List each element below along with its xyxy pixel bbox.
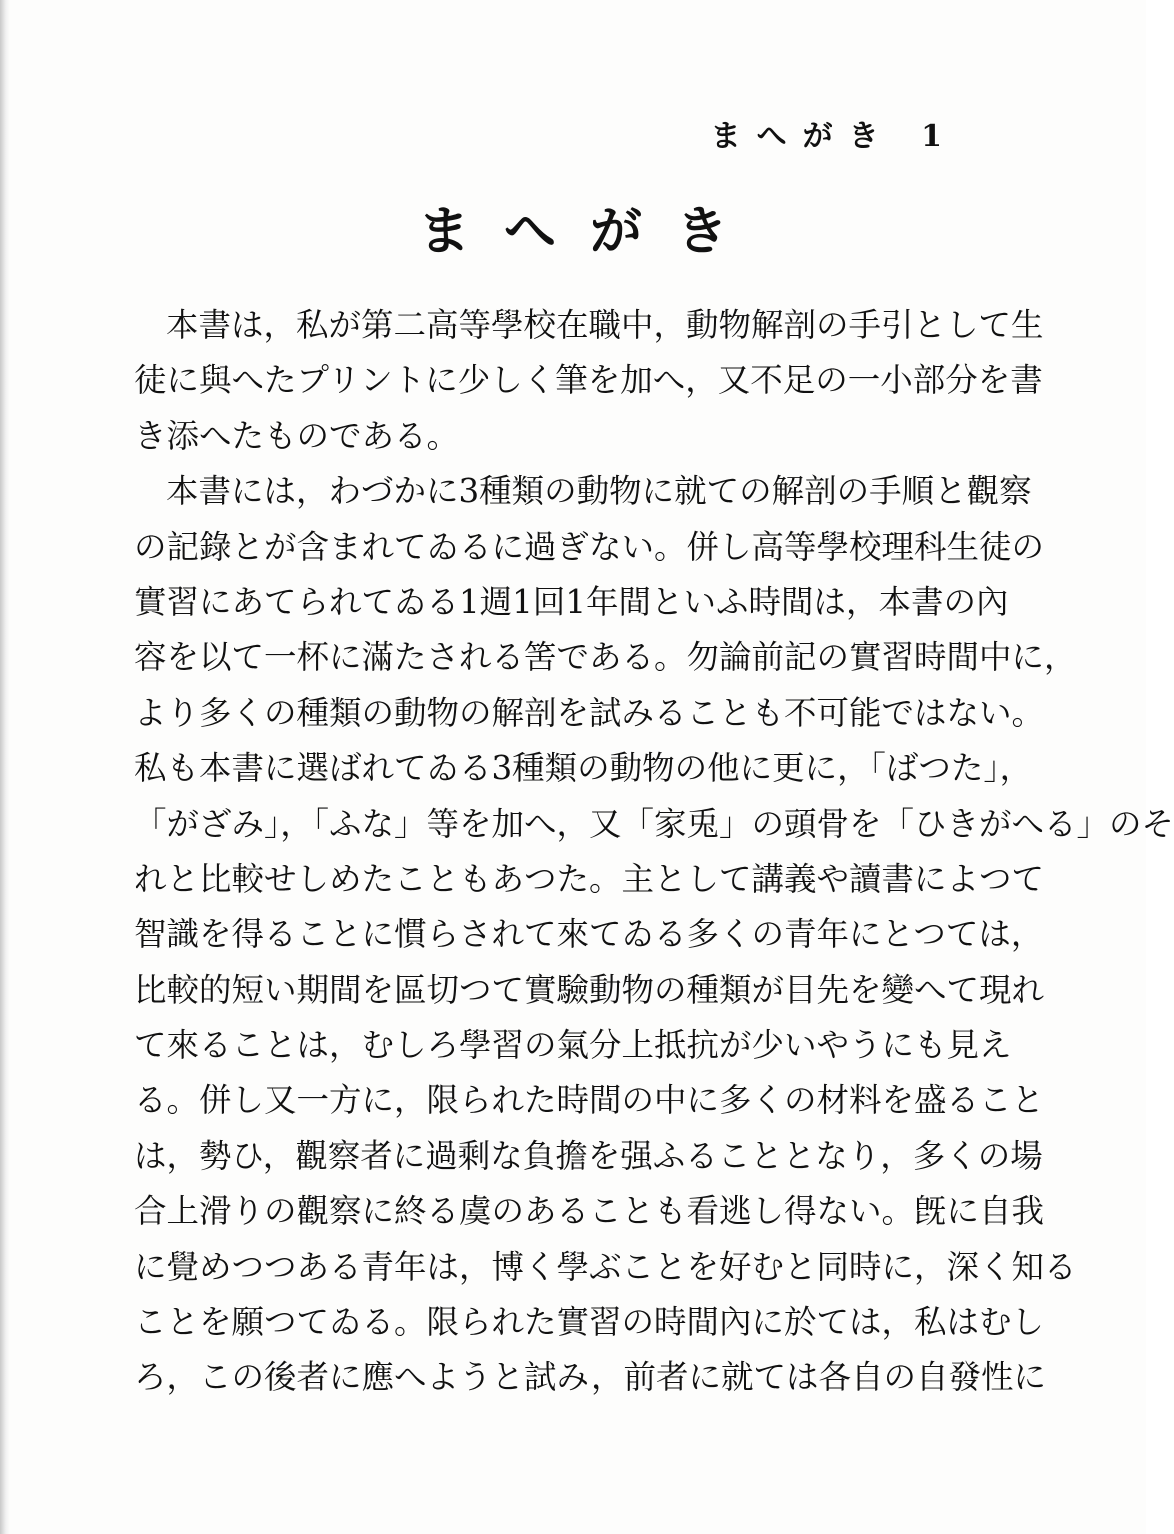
text-line: の記錄とが含まれてゐるに過ぎない。併し高等學校理科生徒の (134, 527, 1045, 566)
text-line: 容を以て一杯に滿たされる筈である。勿論前記の實習時間中に， (134, 638, 1077, 677)
text-line: 比較的短い期間を區切つて實驗動物の種類が目先を變へて現れ (134, 970, 1045, 1009)
text-line: 合上滑りの觀察に終る虞のあることも看逃し得ない。旣に自我 (134, 1192, 1045, 1231)
page-title: まへがき (417, 201, 762, 262)
text-line: 智識を得ることに慣らされて來てゐる多くの青年にとつては， (134, 915, 1044, 954)
body-text (134, 298, 1174, 1406)
text-line: て來ることは，むしろ學習の氣分上抵抗が少いやうにも見え (134, 1026, 1012, 1065)
running-head: まへがき 1 (710, 119, 958, 154)
text-line: れと比較せしめたこともあつた。主として講義や讀書によつて (134, 859, 1045, 898)
text-line: より多くの種類の動物の解剖を試みることも不可能ではない。 (134, 693, 1045, 732)
text-line: ことを願つてゐる。限られた實習の時間內に於ては，私はむし (134, 1303, 1045, 1342)
text-line: 私も本書に選ばれてゐる3種類の動物の他に更に，「ばつた」， (134, 749, 1033, 788)
text-line: き添へたものである。 (134, 416, 460, 455)
text-line: は，勢ひ，觀察者に過剩な負擔を强ふることとなり，多くの場 (134, 1136, 1043, 1175)
text-line: 「がざみ」，「ふな」等を加へ，又「家兎」の頭骨を「ひきがへる」のそ (134, 804, 1174, 843)
text-line: る。併し又一方に，限られた時間の中に多くの材料を盛ること (134, 1081, 1045, 1120)
text-line: に覺めつつある青年は，博く學ぶことを好むと同時に，深く知る (134, 1247, 1077, 1286)
text-line: 實習にあてられてゐる1週1回1年間といふ時間は，本書の內 (134, 582, 1009, 621)
text-line: 本書には，わづかに3種類の動物に就ての解剖の手順と觀察 (166, 472, 1032, 511)
text-line: ろ，この後者に應へようと試み，前者に就ては各自の自發性に (134, 1358, 1046, 1397)
text-line: 本書は，私が第二高等學校在職中，動物解剖の手引として生 (166, 306, 1044, 344)
text-line: 徒に與へたプリントに少しく筆を加へ，又不足の一小部分を書 (134, 361, 1043, 400)
